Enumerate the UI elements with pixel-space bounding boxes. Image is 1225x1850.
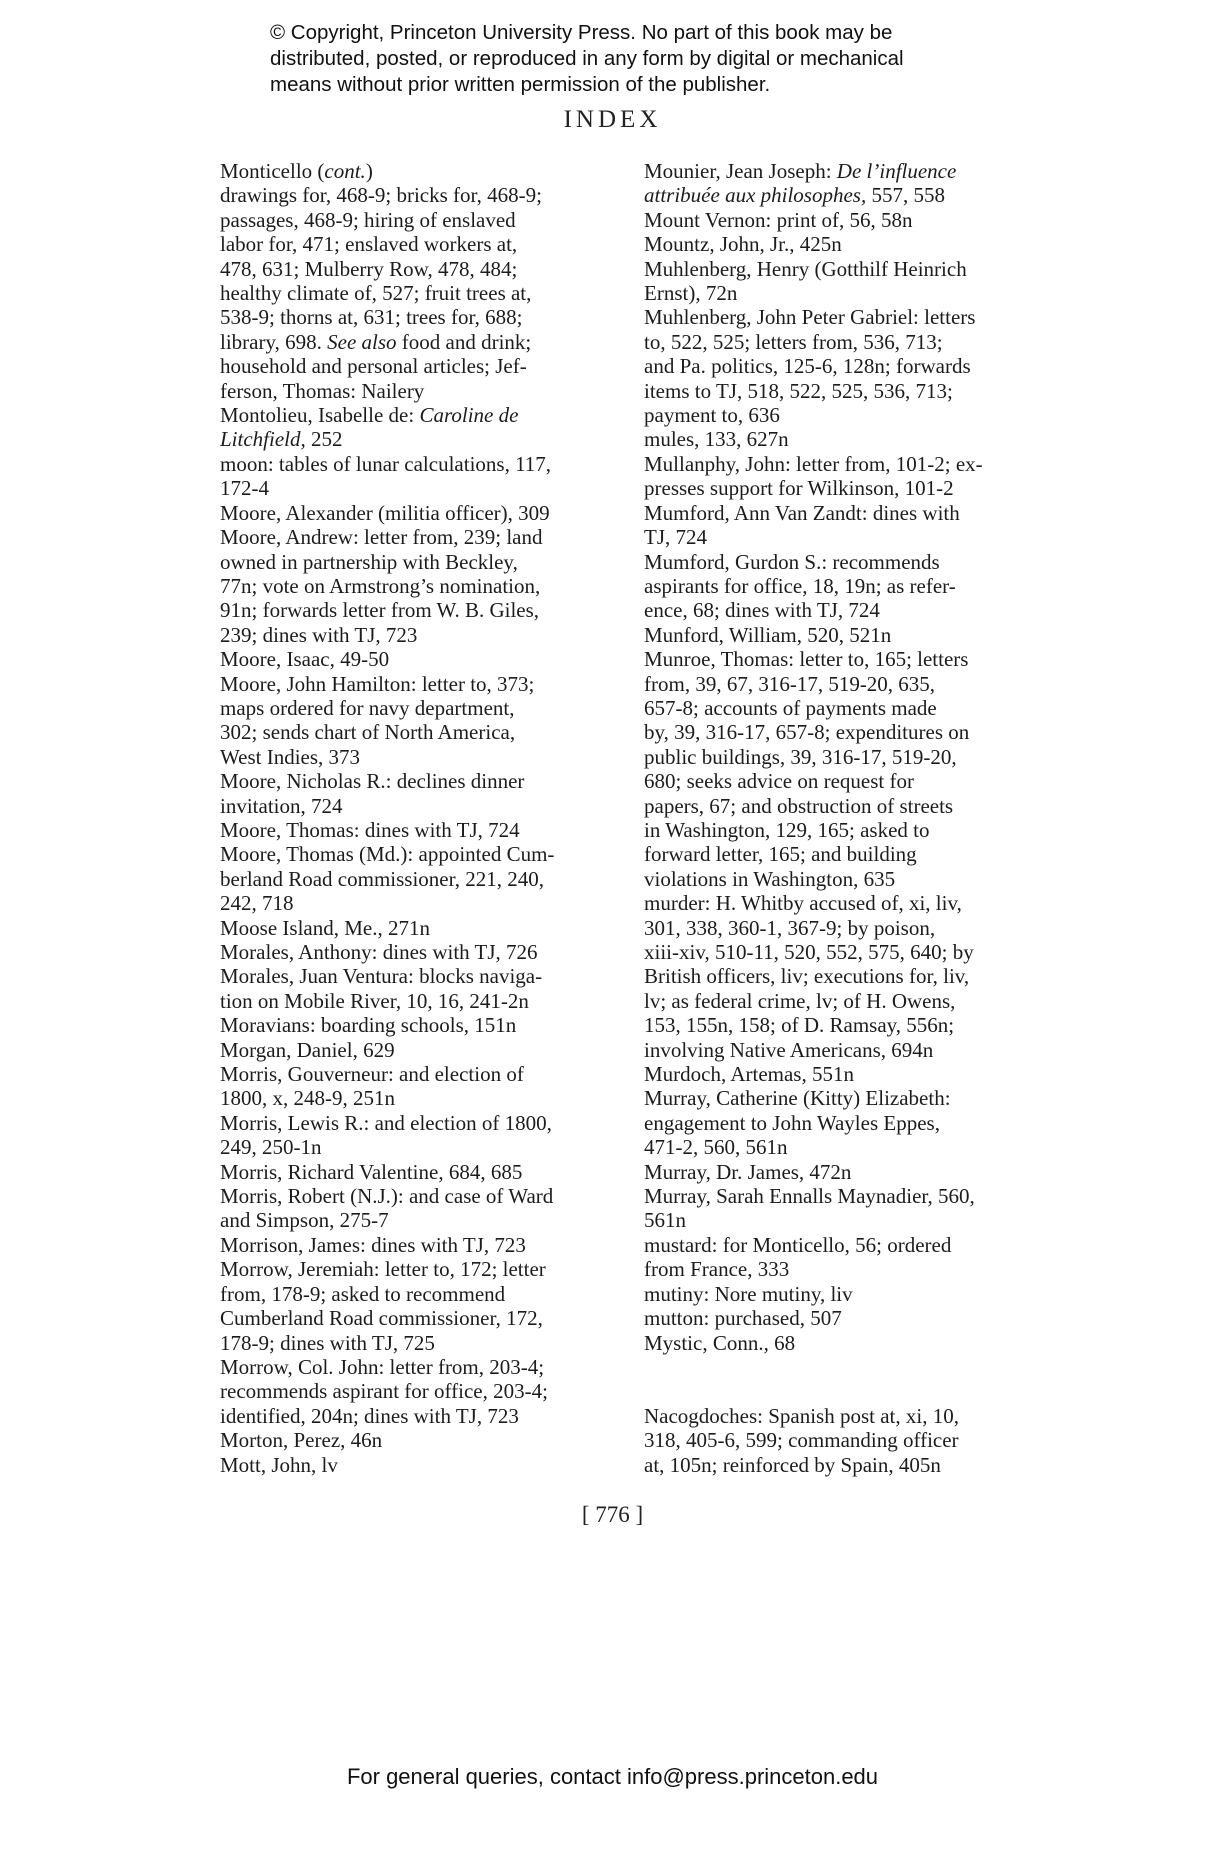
index-entry-line: and Pa. politics, 125-6, 128n; forwards xyxy=(644,354,971,379)
index-entry-line: in Washington, 129, 165; asked to xyxy=(644,817,930,842)
index-entry xyxy=(220,501,630,525)
index-entry-line: Mystic, Conn., 68 xyxy=(644,1330,796,1355)
index-entry xyxy=(220,403,630,452)
index-entry xyxy=(644,550,1064,623)
index-entry-line: from France, 333 xyxy=(644,1257,790,1282)
index-entry-line: Morrow, Col. John: letter from, 203-4; xyxy=(220,1354,545,1379)
index-entry-line: 680; seeks advice on request for xyxy=(644,769,914,794)
index-entry-line: Moore, Nicholas R.: declines dinner xyxy=(220,769,525,794)
index-entry-line: ferson, Thomas: Nailery xyxy=(220,378,425,403)
index-entry xyxy=(220,916,630,940)
index-entry-line: 302; sends chart of North America, xyxy=(220,720,516,745)
index-entry-line: mutton: purchased, 507 xyxy=(644,1306,842,1331)
index-entry-line: Muhlenberg, John Peter Gabriel: letters xyxy=(644,305,976,330)
index-entry-line: ence, 68; dines with TJ, 724 xyxy=(644,598,880,623)
index-entry xyxy=(220,1160,630,1184)
index-entry-line: owned in partnership with Beckley, xyxy=(220,549,518,574)
index-entry-line: Morris, Lewis R.: and election of 1800, xyxy=(220,1110,552,1135)
index-entry-line: Munroe, Thomas: letter to, 165; letters xyxy=(644,647,969,672)
index-entry xyxy=(220,1257,630,1355)
index-entry-line: Mount Vernon: print of, 56, 58n xyxy=(644,207,913,232)
index-entry xyxy=(220,769,630,818)
index-entry-line: engagement to John Wayles Eppes, xyxy=(644,1110,940,1135)
index-column-left xyxy=(220,159,630,1477)
index-entry-line: household and personal articles; Jef- xyxy=(220,354,527,379)
index-entry xyxy=(220,1062,630,1111)
index-entry-line: 318, 405-6, 599; commanding officer xyxy=(644,1428,959,1453)
index-entry-line: 301, 338, 360-1, 367-9; by poison, xyxy=(644,915,936,940)
index-entry xyxy=(644,623,1064,647)
index-entry xyxy=(220,1111,630,1160)
index-entry xyxy=(644,501,1064,550)
index-entry-line: and Simpson, 275-7 xyxy=(220,1208,389,1233)
index-entry-line: drawings for, 468-9; bricks for, 468-9; xyxy=(220,183,543,208)
index-entry xyxy=(644,1282,1064,1306)
index-entry-line: Montolieu, Isabelle de: Caroline de xyxy=(220,403,519,428)
index-entry xyxy=(220,647,630,671)
index-entry-line: Morton, Perez, 46n xyxy=(220,1428,383,1453)
index-entry-line: involving Native Americans, 694n xyxy=(644,1037,934,1062)
index-entry xyxy=(644,1233,1064,1282)
index-entry-line: Morales, Anthony: dines with TJ, 726 xyxy=(220,940,538,964)
index-entry-line: by, 39, 316-17, 657-8; expenditures on xyxy=(644,720,970,745)
page-heading: INDEX xyxy=(563,106,662,133)
index-entry-line: 178-9; dines with TJ, 725 xyxy=(220,1330,435,1355)
index-entry-line: Mounier, Jean Joseph: De l’influence xyxy=(644,159,957,183)
index-entry-line: Morris, Robert (N.J.): and case of Ward xyxy=(220,1184,554,1209)
index-entry-line: 561n xyxy=(644,1208,686,1233)
index-entry-line: Cumberland Road commissioner, 172, xyxy=(220,1306,543,1331)
index-entry-line: Morris, Richard Valentine, 684, 685 xyxy=(220,1159,523,1184)
copyright-notice xyxy=(270,20,990,98)
index-entry-line: 538-9; thorns at, 631; trees for, 688; xyxy=(220,305,523,330)
index-entry xyxy=(644,1404,1064,1477)
index-entry xyxy=(220,452,630,501)
index-entry-line: at, 105n; reinforced by Spain, 405n xyxy=(644,1452,941,1477)
index-entry-line: healthy climate of, 527; fruit trees at, xyxy=(220,281,532,306)
index-entry-line: Morris, Gouverneur: and election of xyxy=(220,1062,524,1087)
index-entry-line: 153, 155n, 158; of D. Ramsay, 556n; xyxy=(644,1013,955,1038)
index-entry xyxy=(644,208,1064,232)
index-entry-line: Moore, Thomas: dines with TJ, 724 xyxy=(220,817,520,842)
index-entry-line: West Indies, 373 xyxy=(220,744,361,769)
index-entry xyxy=(220,1453,630,1477)
index-entry-line: murder: H. Whitby accused of, xi, liv, xyxy=(644,891,962,916)
index-entry-line: Mumford, Gurdon S.: recommends xyxy=(644,549,940,574)
index-entry xyxy=(644,1306,1064,1330)
index-entry xyxy=(644,1062,1064,1086)
index-entry xyxy=(644,159,1064,208)
index-entry-line: Litchfield, 252 xyxy=(220,427,343,452)
index-entry-line: items to TJ, 518, 522, 525, 536, 713; xyxy=(644,378,953,403)
index-entry xyxy=(220,1184,630,1233)
index-entry-line: from, 178-9; asked to recommend xyxy=(220,1281,506,1306)
index-entry-line: 77n; vote on Armstrong’s nomination, xyxy=(220,573,541,598)
index-entry-line: Mullanphy, John: letter from, 101-2; ex- xyxy=(644,451,983,476)
index-entry xyxy=(220,159,630,403)
index-entry-line: papers, 67; and obstruction of streets xyxy=(644,793,954,818)
index-entry-line: passages, 468-9; hiring of enslaved xyxy=(220,207,516,232)
index-entry-line: violations in Washington, 635 xyxy=(644,866,896,891)
index-entry-line: Murray, Sarah Ennalls Maynadier, 560, xyxy=(644,1184,975,1209)
index-entry-line: public buildings, 39, 316-17, 519-20, xyxy=(644,744,957,769)
index-entry-line: Muhlenberg, Henry (Gotthilf Heinrich xyxy=(644,256,967,281)
index-entry xyxy=(644,305,1064,427)
index-entry-line: Morales, Juan Ventura: blocks naviga- xyxy=(220,964,543,989)
index-entry-line: payment to, 636 xyxy=(644,403,780,428)
copyright-line: © Copyright, Princeton University Press. No part of this book may be xyxy=(270,21,893,44)
section-gap xyxy=(644,1355,1064,1404)
index-entry xyxy=(220,940,630,964)
index-entry xyxy=(644,452,1064,501)
index-entry-line: lv; as federal crime, lv; of H. Owens, xyxy=(644,988,956,1013)
index-entry-line: Moore, John Hamilton: letter to, 373; xyxy=(220,671,535,696)
index-entry-line: Moore, Alexander (militia officer), 309 xyxy=(220,500,550,525)
index-entry-line: from, 39, 67, 316-17, 519-20, 635, xyxy=(644,671,936,696)
index-entry-line: library, 698. See also food and drink; xyxy=(220,329,532,354)
index-entry-line: Murray, Dr. James, 472n xyxy=(644,1159,852,1184)
index-entry-line: attribuée aux philosophes, 557, 558 xyxy=(644,183,945,208)
index-entry-line: 242, 718 xyxy=(220,891,294,916)
page-number: [ 776 ] xyxy=(581,1502,644,1527)
index-entry-line: xiii-xiv, 510-11, 520, 552, 575, 640; by xyxy=(644,940,974,964)
index-entry xyxy=(644,1331,1064,1355)
index-entry-line: mustard: for Monticello, 56; ordered xyxy=(644,1232,952,1257)
index-entry xyxy=(644,891,1064,1062)
index-entry-line: Moore, Isaac, 49-50 xyxy=(220,647,390,672)
copyright-line: distributed, posted, or reproduced in any form by digital or mechanical xyxy=(270,47,904,70)
index-entry-line: Morrow, Jeremiah: letter to, 172; letter xyxy=(220,1257,546,1282)
index-entry-line: to, 522, 525; letters from, 536, 713; xyxy=(644,329,943,354)
index-entry-line: Mumford, Ann Van Zandt: dines with xyxy=(644,500,960,525)
footer-contact: For general queries, contact info@press.princeton.edu xyxy=(346,1764,879,1789)
index-entry-line: aspirants for office, 18, 19n; as refer- xyxy=(644,573,956,598)
index-column-right xyxy=(644,159,1064,1477)
index-entry-line: Moose Island, Me., 271n xyxy=(220,915,430,940)
index-entry-line: Monticello (cont.) xyxy=(220,159,373,183)
index-entry xyxy=(644,647,1064,891)
index-entry-line: Moore, Thomas (Md.): appointed Cum- xyxy=(220,842,555,867)
index-entry-line: recommends aspirant for office, 203-4; xyxy=(220,1379,548,1404)
index-entry-line: Morgan, Daniel, 629 xyxy=(220,1037,395,1062)
index-entry xyxy=(220,818,630,842)
index-entry xyxy=(220,964,630,1013)
index-entry-line: Nacogdoches: Spanish post at, xi, 10, xyxy=(644,1403,959,1428)
index-entry-line: 249, 250-1n xyxy=(220,1135,322,1160)
index-entry xyxy=(220,1233,630,1257)
index-entry xyxy=(644,427,1064,451)
index-entry xyxy=(220,672,630,770)
index-entry-line: 471-2, 560, 561n xyxy=(644,1135,788,1160)
index-entry-line: 478, 631; Mulberry Row, 478, 484; xyxy=(220,256,518,281)
index-entry-line: Moore, Andrew: letter from, 239; land xyxy=(220,525,543,550)
index-entry-line: Murray, Catherine (Kitty) Elizabeth: xyxy=(644,1086,951,1111)
index-entry-line: Mott, John, lv xyxy=(220,1452,338,1477)
index-entry-line: 239; dines with TJ, 723 xyxy=(220,622,418,647)
index-entry-line: Mountz, John, Jr., 425n xyxy=(644,232,842,257)
index-entry-line: forward letter, 165; and building xyxy=(644,842,917,867)
index-entry-line: mules, 133, 627n xyxy=(644,427,789,452)
index-entry-line: invitation, 724 xyxy=(220,793,343,818)
index-entry-line: moon: tables of lunar calculations, 117, xyxy=(220,451,552,476)
index-entry xyxy=(220,842,630,915)
index-entry-line: Murdoch, Artemas, 551n xyxy=(644,1062,854,1087)
index-entry xyxy=(644,1086,1064,1159)
index-entry xyxy=(220,1355,630,1428)
index-entry-line: labor for, 471; enslaved workers at, xyxy=(220,232,518,257)
index-entry-line: 1800, x, 248-9, 251n xyxy=(220,1086,395,1111)
index-entry-line: maps ordered for navy department, xyxy=(220,695,515,720)
index-entry xyxy=(644,257,1064,306)
index-entry-line: British officers, liv; executions for, liv, xyxy=(644,964,970,989)
index-entry-line: Moravians: boarding schools, 151n xyxy=(220,1013,517,1038)
index-entry xyxy=(644,1184,1064,1233)
index-entry-line: berland Road commissioner, 221, 240, xyxy=(220,866,545,891)
index-entry-line: 172-4 xyxy=(220,476,269,501)
index-entry-line: Ernst), 72n xyxy=(644,281,738,306)
index-entry-line: 91n; forwards letter from W. B. Giles, xyxy=(220,598,540,623)
index-entry-line: presses support for Wilkinson, 101-2 xyxy=(644,476,954,501)
index-entry xyxy=(644,232,1064,256)
copyright-line: means without prior written permission of the publisher. xyxy=(270,73,771,96)
index-entry xyxy=(220,1428,630,1452)
index-entry-line: mutiny: Nore mutiny, liv xyxy=(644,1281,853,1306)
index-entry xyxy=(220,1038,630,1062)
index-entry-line: TJ, 724 xyxy=(644,525,707,550)
index-entry-line: identified, 204n; dines with TJ, 723 xyxy=(220,1403,519,1428)
index-entry xyxy=(220,525,630,647)
index-entry xyxy=(644,1160,1064,1184)
index-entry-line: Morrison, James: dines with TJ, 723 xyxy=(220,1232,526,1257)
index-entry xyxy=(220,1013,630,1037)
index-entry-line: 657-8; accounts of payments made xyxy=(644,695,937,720)
index-entry-line: tion on Mobile River, 10, 16, 241-2n xyxy=(220,988,529,1013)
index-entry-line: Munford, William, 520, 521n xyxy=(644,622,892,647)
